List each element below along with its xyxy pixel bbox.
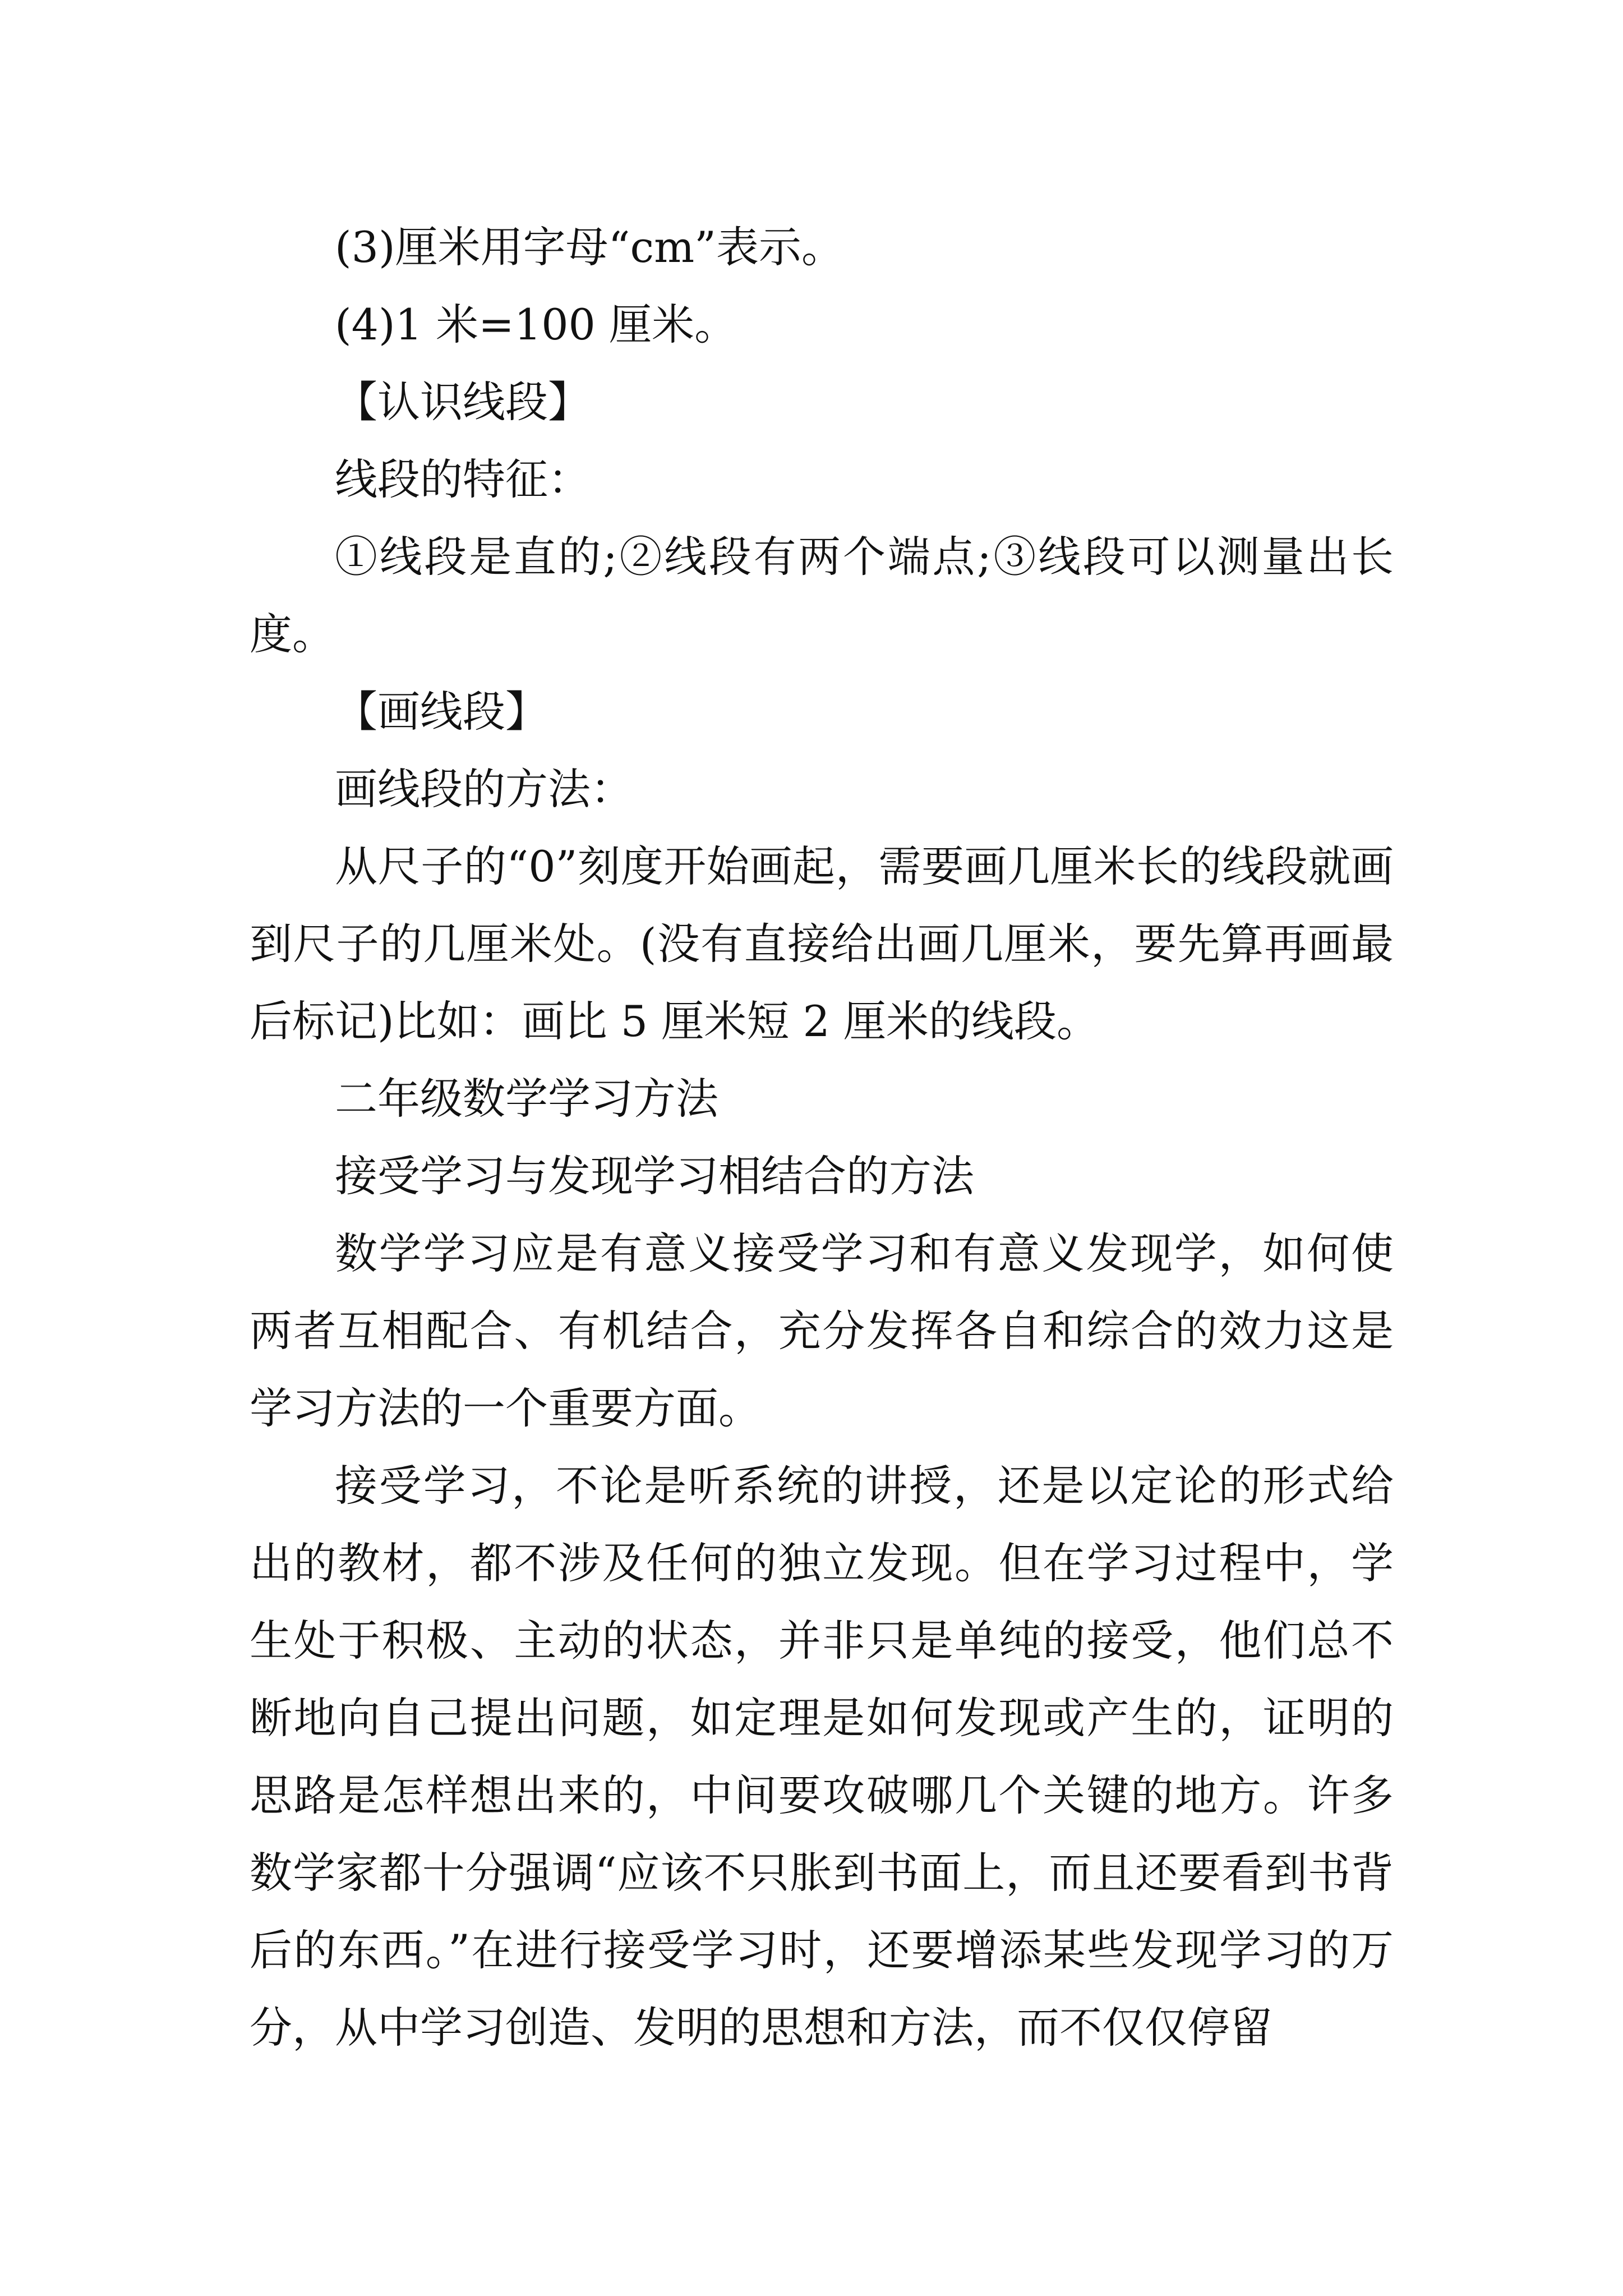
- paragraph-draw-method-label: 画线段的方法：: [335, 764, 633, 814]
- paragraph-segment-features-label: 线段的特征：: [335, 454, 591, 504]
- heading-draw-segment: 【画线段】: [335, 687, 548, 737]
- document-body: [250, 209, 1394, 2067]
- paragraph-cm-symbol: (3)厘米用字母“cm”表示。: [335, 222, 844, 272]
- heading-study-methods: 二年级数学学习方法: [335, 1074, 718, 1124]
- heading-recognize-segment: 【认识线段】: [335, 377, 591, 427]
- paragraph-meaningful-learning: 数学学习应是有意义接受学习和有意义发现学，如何使两者互相配合、有机结合，充分发挥各自和综合的效力这是学习方法的一个重要方面。: [250, 1228, 1394, 1433]
- paragraph-receptive-learning: 接受学习，不论是听系统的讲授，还是以定论的形式给出的教材，都不涉及任何的独立发现。但在学习过程中，学生处于积极、主动的状态，并非只是单纯的接受，他们总不断地向自己提出问题，如定理是如何发现或产生的，证明的思路是怎样想出来的，中间要攻破哪几个关键的地方。许多数学家都十分强调“应该不只胀到书面上，而且还要看到书背后的东西。”在进行接受学习时，还要增添某些发现学习的万分，从中学习创造、发明的思想和方法，而不仅仅停留: [250, 1461, 1394, 2053]
- paragraph-draw-method: 从尺子的“0”刻度开始画起，需要画几厘米长的线段就画到尺子的几厘米处。(没有直接给出画几厘米，要先算再画最后标记)比如：画比 5 厘米短 2 厘米的线段。: [250, 841, 1394, 1046]
- heading-combined-learning: 接受学习与发现学习相结合的方法: [335, 1151, 974, 1201]
- paragraph-meter-conversion: (4)1 米=100 厘米。: [335, 300, 737, 349]
- paragraph-segment-features: ①线段是直的;②线段有两个端点;③线段可以测量出长度。: [250, 532, 1394, 659]
